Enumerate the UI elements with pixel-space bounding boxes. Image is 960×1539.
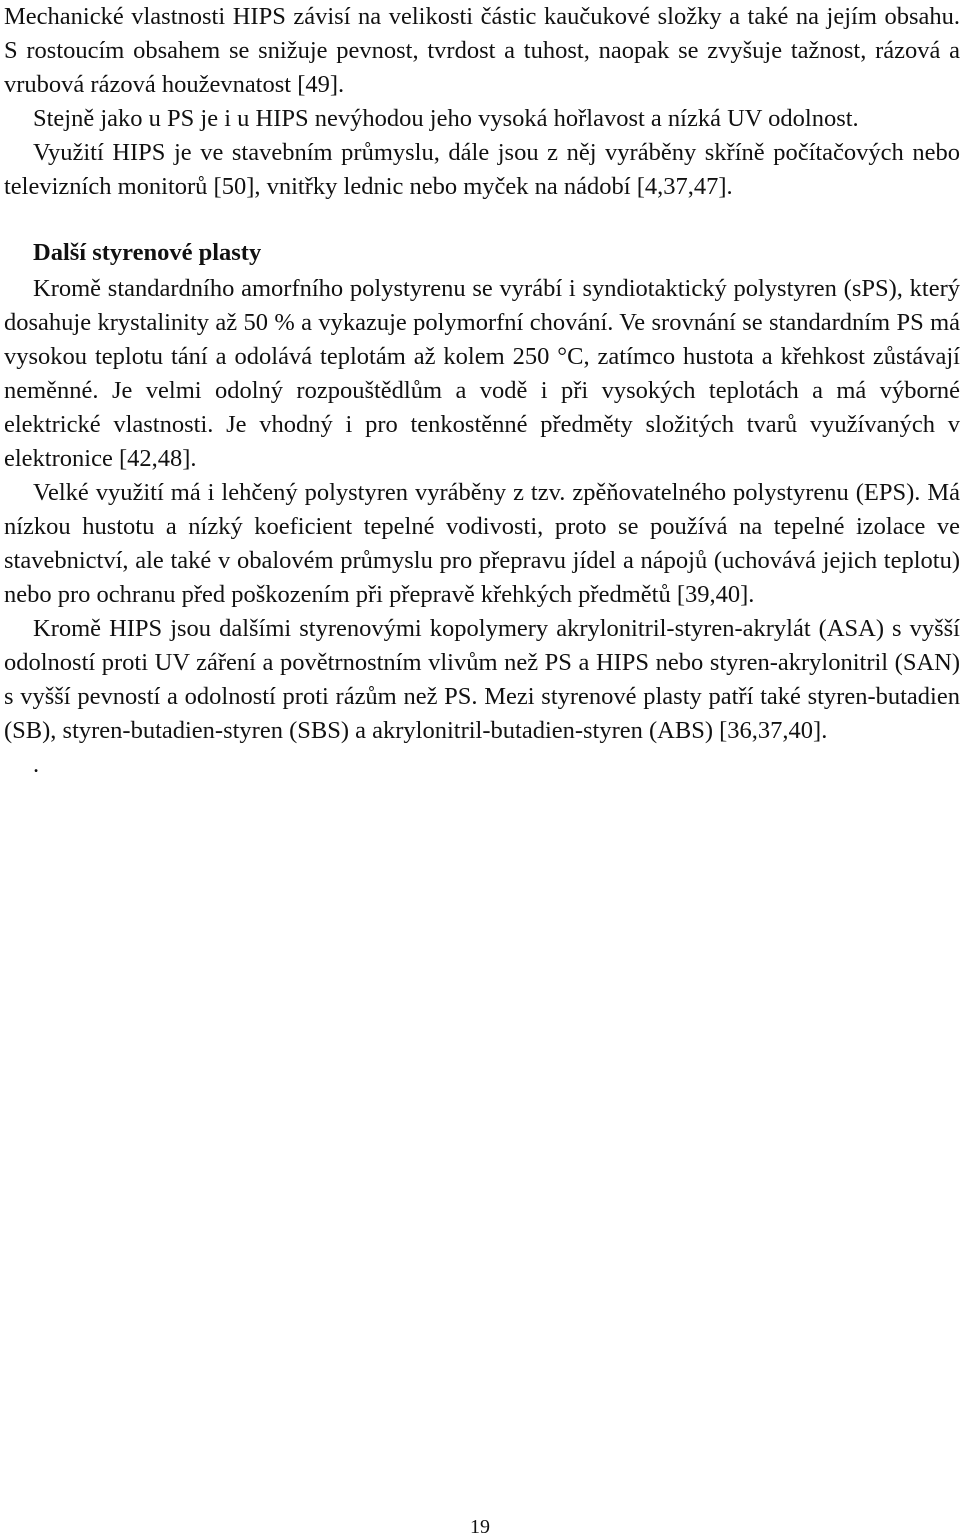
document-page <box>4 0 960 782</box>
paragraph-expanded-ps: Velké využití má i lehčený polystyren vyráběny z tzv. zpěňovatelného polystyrenu (EPS). Má nízkou hustotu a nízký koeficient tepelné vodivosti, proto se používá na tepelné izolace ve stavebnictví, ale také v obalovém průmyslu pro přepravu jídel a nápojů (uchovává jejich teplotu) nebo pro ochranu před poškozením při přepravě křehkých předmětů [39,40]. <box>4 479 960 608</box>
spacer <box>4 204 960 236</box>
paragraph-syndiotactic-ps: Kromě standardního amorfního polystyrenu se vyrábí i syndiotaktický polystyren (sPS), který dosahuje krystalinity až 50 % a vykazuje polymorfní chování. Ve srovnání se standardním PS má vysokou teplotu tání a odolává teplotám až kolem 250 °C, zatímco hustota a křehkost zůstávají neměnné. Je velmi odolný rozpouštědlům a vodě i při vysokých teplotách a má výborné elektrické vlastnosti. Je vhodný i pro tenkostěnné předměty složitých tvarů využívaných v elektronice [42,48]. <box>4 275 960 472</box>
paragraph-hips-usage: Využití HIPS je ve stavebním průmyslu, dále jsou z něj vyráběny skříně počítačových nebo televizních monitorů [50], vnitřky lednic nebo myček na nádobí [4,37,47]. <box>4 139 960 200</box>
paragraph-mechanical-properties: Mechanické vlastnosti HIPS závisí na velikosti částic kaučukové složky a také na jejím obsahu. S rostoucím obsahem se snižuje pevnost, tvrdost a tuhost, naopak se zvyšuje tažnost, rázová a vrubová rázová houževnatost [49]. <box>4 3 960 98</box>
section-heading: Další styrenové plasty <box>33 239 262 266</box>
paragraph-styrene-copolymers: Kromě HIPS jsou dalšími styrenovými kopolymery akrylonitril-styren-akrylát (ASA) s vyšší odolností proti UV záření a povětrnostním vlivům než PS a HIPS nebo styren-akrylonitril (SAN) s vyšší pevností a odolností proti rázům než PS. Mezi styrenové plasty patří také styren-butadien (SB), styren-butadien-styren (SBS) a akrylonitril-butadien-styren (ABS) [36,37,40]. <box>4 615 960 744</box>
trailing-dot: . <box>33 751 40 778</box>
page-number: 19 <box>470 1516 490 1538</box>
paragraph-flammability: Stejně jako u PS je i u HIPS nevýhodou jeho vysoká hořlavost a nízká UV odolnost. <box>33 105 859 132</box>
